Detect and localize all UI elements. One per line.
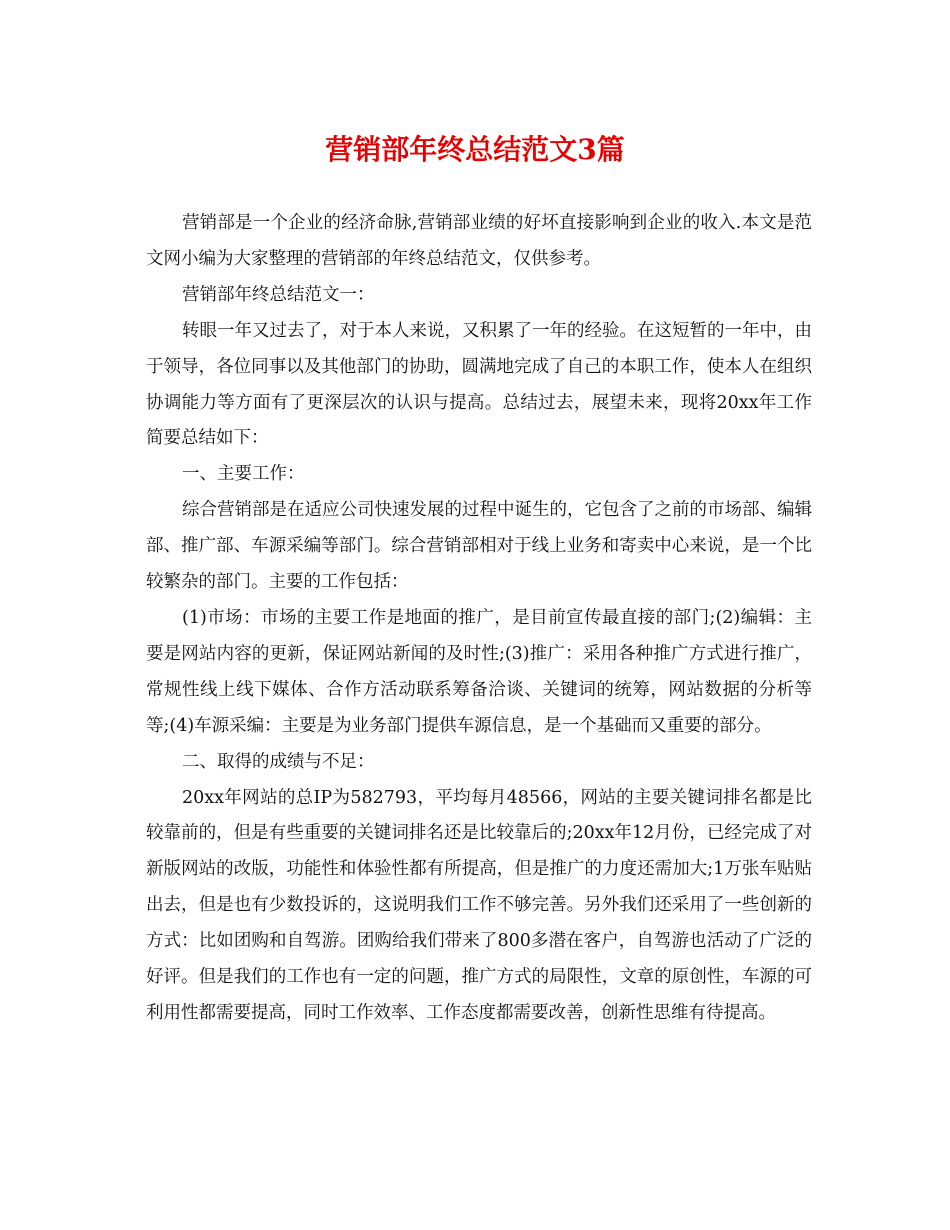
document-body [146, 206, 812, 1032]
section-heading-sample-one: 营销部年终总结范文一： [182, 284, 375, 305]
section-heading-achievements: 二、取得的成绩与不足： [182, 751, 375, 772]
intro-paragraph: 营销部是一个企业的经济命脉,营销部业绩的好坏直接影响到企业的收入.本文是范文网小编为大家整理的营销部的年终总结范文，仅供参考。 [146, 213, 812, 269]
document-title: 营销部年终总结范文3篇 [325, 133, 625, 166]
body-paragraph: 20xx年网站的总IP为582793，平均每月48566，网站的主要关键词排名都是比较靠前的，但是有些重要的关键词排名还是比较靠后的;20xx年12月份，已经完成了对新版网站的改版，功能性和体验性都有所提高，但是推广的力度还需加大;1万张车贴贴出去，但是也有少数投诉的，这说明我们工作不够完善。另外我们还采用了一些创新的方式：比如团购和自驾游。团购给我们带来了800多潜在客户，自驾游也活动了广泛的好评。但是我们的工作也有一定的问题，推广方式的局限性，文章的原创性，车源的可利用性都需要提高，同时工作效率、工作态度都需要改善，创新性思维有待提高。 [146, 787, 812, 1023]
body-paragraph: 转眼一年又过去了，对于本人来说，又积累了一年的经验。在这短暂的一年中，由于领导，各位同事以及其他部门的协助，圆满地完成了自己的本职工作，使本人在组织协调能力等方面有了更深层次的认识与提高。总结过去，展望未来，现将20xx年工作简要总结如下： [146, 320, 812, 449]
body-paragraph: (1)市场：市场的主要工作是地面的推广，是目前宣传最直接的部门;(2)编辑：主要是网站内容的更新，保证网站新闻的及时性;(3)推广：采用各种推广方式进行推广，常规性线上线下媒体、合作方活动联系筹备洽谈、关键词的统筹，网站数据的分析等等;(4)车源采编：主要是为业务部门提供车源信息，是一个基础而又重要的部分。 [146, 607, 812, 736]
body-paragraph: 综合营销部是在适应公司快速发展的过程中诞生的，它包含了之前的市场部、编辑部、推广部、车源采编等部门。综合营销部相对于线上业务和寄卖中心来说，是一个比较繁杂的部门。主要的工作包括： [146, 500, 812, 593]
section-heading-main-work: 一、主要工作： [182, 464, 305, 485]
